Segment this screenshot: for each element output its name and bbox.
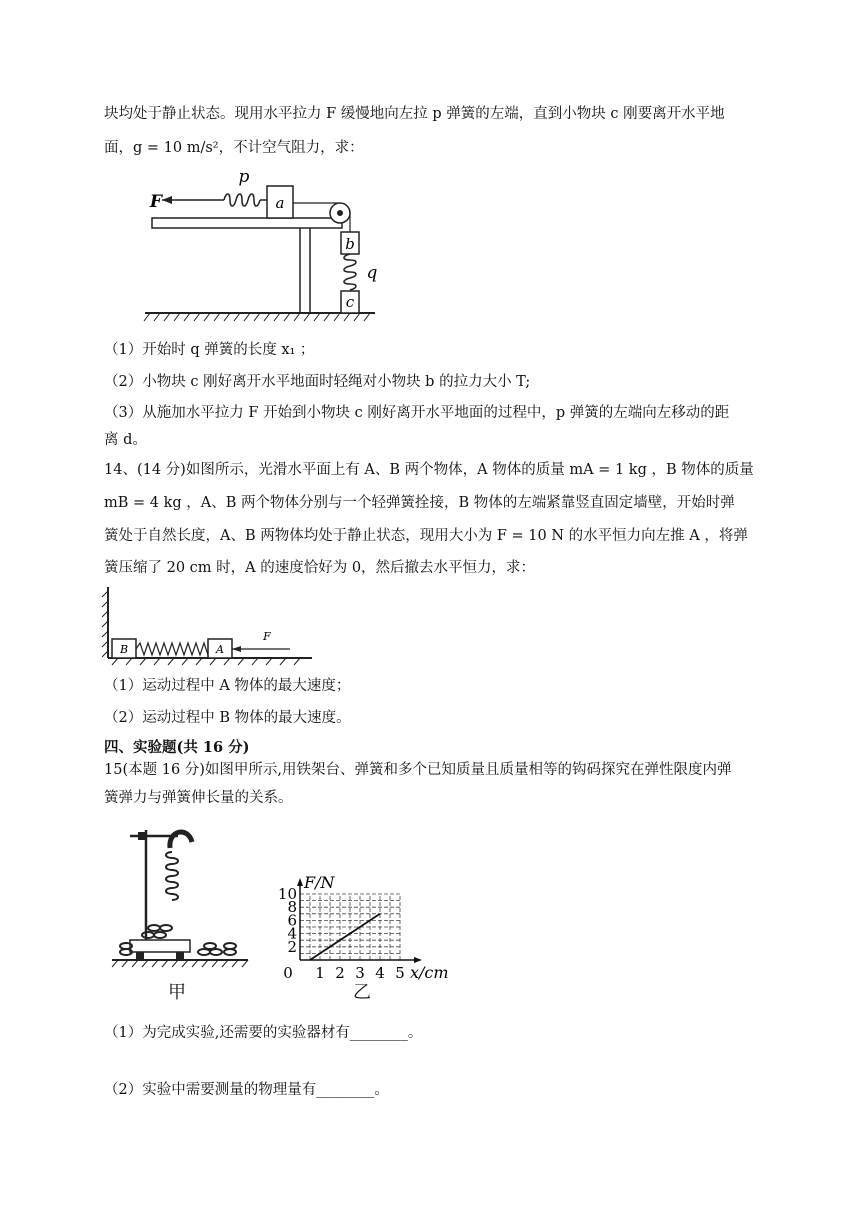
x-tick-label: 1 [315,964,325,982]
y-tick-label: 4 [287,924,297,943]
caption-right: 乙 [353,982,371,1003]
caption-left: 甲 [168,982,186,1003]
x-tick-label: 3 [355,964,365,982]
q14-part2: （2）运动过程中 B 物体的最大速度。 [104,710,351,726]
y-axis-label: F/N [304,873,335,893]
x-tick-label: 5 [395,964,405,982]
iron-stand-figure [108,822,253,972]
q15-line1: 15(本题 16 分)如图甲所示,用铁架台、弹簧和多个已知质量且质量相等的钩码探究在弹性限度内弹 [104,762,732,778]
stand-base [130,940,190,952]
label-q: q [366,263,378,283]
y-axis-arrow [297,878,303,886]
q14-line4: 簧压缩了 20 cm 时，A 的速度恰好为 0，然后撤去水平恒力，求： [104,560,536,576]
section-heading: 四、实验题(共 16 分) [104,739,250,756]
force-extension-chart [260,812,465,984]
table-top [152,218,342,228]
q13-intro-line1: 块均处于静止状态。现用水平拉力 F 缓慢地向左拉 p 弹簧的左端，直到小物块 c 刚要离开水平地 [104,106,725,122]
q13-intro-line2: 面，g = 10 m/s²，不计空气阻力，求： [104,140,364,156]
spring-q [344,254,356,290]
q14-part1: （1）运动过程中 A 物体的最大速度； [104,678,351,694]
y-tick-label: 10 [277,885,297,903]
label-B: B [119,643,129,656]
q15-part1: （1）为完成实验,还需要的实验器材有________。 [104,1025,423,1041]
y-tick-label: 2 [287,937,297,956]
label-p: p [238,167,250,187]
label-A: A [216,643,224,656]
label-a: a [275,194,285,212]
q13-part2: （2）小物块 c 刚好离开水平地面时轻绳对小物块 b 的拉力大小 T; [104,374,531,390]
x-tick-label: 4 [375,964,385,982]
wall-spring-figure [100,583,320,668]
pulley-spring-figure [140,160,380,325]
q15-part2: （2）实验中需要测量的物理量有________。 [104,1082,389,1098]
q13-part3-line2: 离 d。 [104,432,147,448]
label-F: F [149,192,162,212]
y-tick-label: 8 [287,898,297,917]
q14-line1: 14、(14 分)如图所示，光滑水平面上有 A、B 两个物体，A 物体的质量 mA = 1 kg ，B 物体的质量 [104,462,754,478]
hanging-spring [166,852,178,900]
x-axis-label: x/cm [410,963,449,982]
q14-line3: 簧处于自然长度，A、B 两物体均处于静止状态，现用大小为 F = 10 N 的水平恒力向左推 A ，将弹 [104,528,748,544]
label-c: c [345,293,355,311]
q13-part3-line1: （3）从施加水平拉力 F 开始到小物块 c 刚好离开水平地面的过程中，p 弹簧的左端向左移动的距 [104,405,730,421]
q14-line2: mB = 4 kg ，A、B 两个物体分别与一个轻弹簧拴接，B 物体的左端紧靠竖直固定墙壁，开始时弹 [104,495,735,511]
label-b: b [345,235,355,253]
y-tick-label: 6 [287,911,297,930]
q13-part1: （1）开始时 q 弹簧的长度 x₁ ； [104,342,315,358]
x-tick-label: 0 [283,964,293,982]
x-tick-label: 2 [335,964,345,982]
spring-p [224,194,260,206]
label-F-A: F [263,630,271,643]
q15-line2: 簧弹力与弹簧伸长量的关系。 [104,790,293,806]
